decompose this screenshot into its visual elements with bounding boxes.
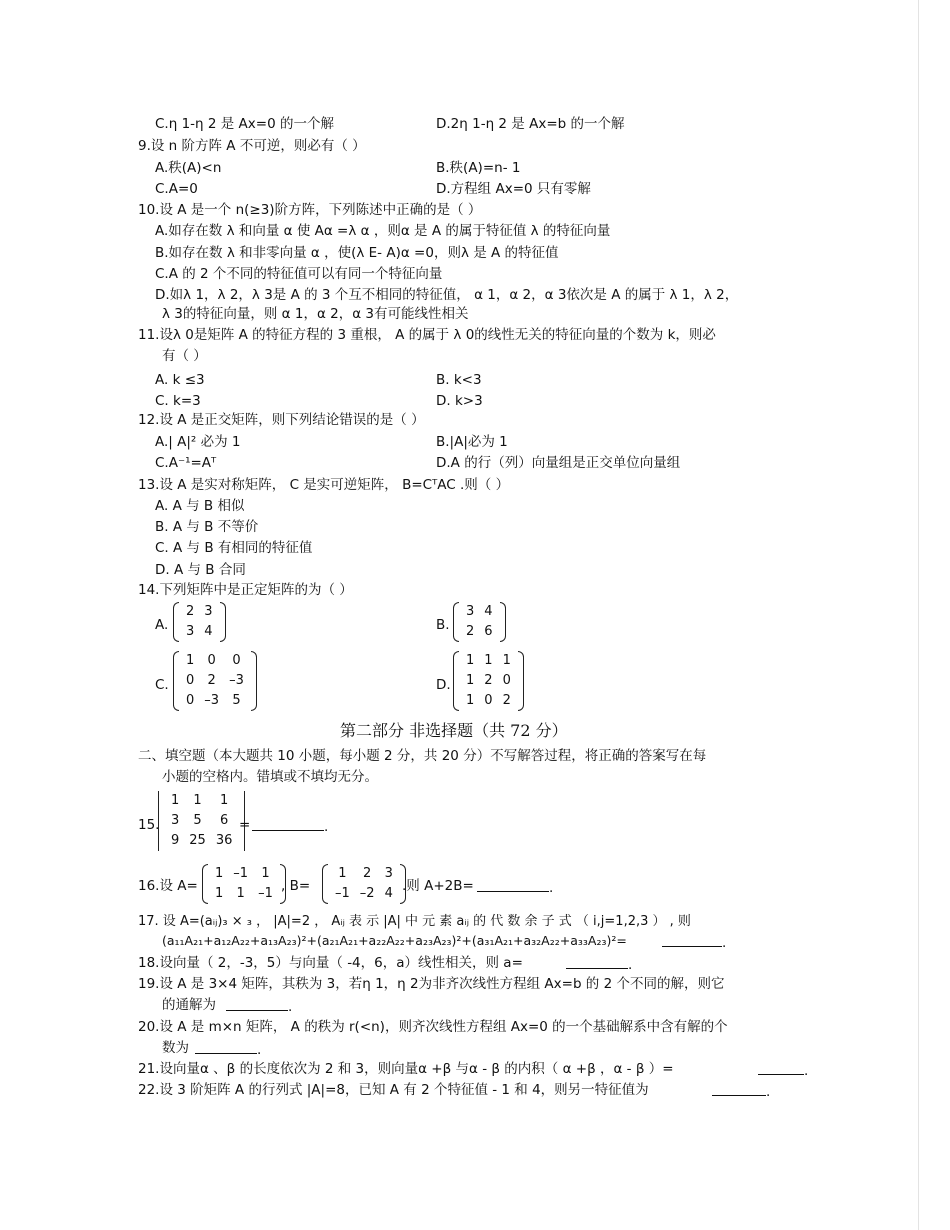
matrix-grid	[166, 791, 237, 851]
matrix-entry: 1	[171, 793, 180, 808]
q14-label-b: B.	[436, 617, 450, 633]
matrix-entry: 25	[189, 833, 206, 848]
q19-line1: 19.设 A 是 3×4 矩阵，其秩为 3，若η 1，η 2为非齐次线性方程组 Ax=b 的 2 个不同的解，则它	[138, 976, 725, 992]
matrix-entry: 1	[502, 653, 511, 668]
matrix-row	[461, 691, 516, 711]
matrix-entry: 0	[232, 653, 241, 668]
q9-option-a: A.秩(A)<n	[155, 160, 222, 176]
q13-stem: 13.设 A 是实对称矩阵， C 是实可逆矩阵， B=CᵀAC .则（ ）	[138, 477, 510, 493]
q17-line2: (a₁₁A₂₁+a₁₂A₂₂+a₁₃A₂₃)²+(a₂₁A₂₁+a₂₂A₂₂+a₂₃A₂₃)²+(a₃₁A₂₁+a₃₂A₂₂+a₃₃A₂₃)²=	[162, 933, 627, 948]
matrix-row	[210, 884, 278, 904]
matrix-entry: 1	[236, 886, 245, 901]
matrix-bracket-left	[453, 651, 459, 711]
page-edge-line	[918, 0, 919, 1230]
q20-period: .	[257, 1042, 262, 1058]
matrix-entry: –2	[359, 886, 375, 901]
q13-option-c: C. A 与 B 有相同的特征值	[155, 540, 313, 556]
matrix-entry: 9	[171, 833, 180, 848]
q19-answer-blank[interactable]	[226, 996, 292, 1016]
q9-option-b: B.秩(A)=n- 1	[436, 160, 521, 176]
q21-period: .	[804, 1063, 809, 1079]
q9-stem: 9.设 n 阶方阵 A 不可逆，则必有（ ）	[138, 138, 366, 154]
matrix-row	[461, 602, 498, 622]
matrix-grid	[330, 864, 398, 904]
q15-label: 15.	[138, 817, 160, 833]
matrix-row	[461, 671, 516, 691]
q16-b-label: , B=	[281, 878, 311, 894]
q16-matrix-b	[322, 864, 406, 904]
matrix-bracket-left	[453, 602, 459, 642]
matrix-entry: 3	[204, 604, 213, 619]
matrix-entry: 36	[215, 833, 233, 848]
part2-instructions-line2: 小题的空格内。错填或不填均无分。	[162, 769, 378, 785]
q10-option-c: C.A 的 2 个不同的特征值可以有同一个特征向量	[155, 266, 443, 282]
matrix-entry: 0	[484, 693, 493, 708]
matrix-entry: 1	[466, 693, 475, 708]
matrix-entry: –3	[204, 693, 220, 708]
matrix-entry: 2	[186, 604, 195, 619]
q8-option-d: D.2η 1-η 2 是 Ax=b 的一个解	[436, 116, 625, 132]
q11-option-a: A. k ≤3	[155, 372, 205, 388]
q14-matrix-b	[453, 602, 506, 642]
q11-option-d: D. k>3	[436, 393, 483, 409]
matrix-entry: 2	[502, 693, 511, 708]
matrix-entry: 3	[466, 604, 475, 619]
q21-answer-blank[interactable]	[758, 1060, 808, 1080]
matrix-grid	[210, 864, 278, 904]
q18-text: 18.设向量（ 2，-3，5）与向量（ -4，6，a）线性相关，则 a=	[138, 955, 523, 971]
matrix-row	[181, 671, 249, 691]
matrix-row	[166, 811, 237, 831]
q12-option-a: A.| A|² 必为 1	[155, 434, 241, 450]
q12-option-b: B.|A|必为 1	[436, 434, 508, 450]
matrix-entry: 0	[186, 673, 195, 688]
matrix-row	[181, 651, 249, 671]
q15-determinant	[158, 791, 245, 851]
q22-period: .	[766, 1084, 771, 1100]
q15-answer-blank[interactable]	[252, 816, 328, 836]
matrix-bracket-right	[220, 602, 226, 642]
q20-line2: 数为	[162, 1040, 189, 1056]
matrix-entry: 5	[193, 813, 202, 828]
q14-label-d: D.	[436, 677, 451, 693]
q18-period: .	[628, 957, 633, 973]
q8-option-c: C.η 1-η 2 是 Ax=0 的一个解	[155, 116, 334, 132]
q18-answer-blank[interactable]	[566, 954, 632, 974]
q11-stem-line1: 11.设λ 0是矩阵 A 的特征方程的 3 重根， A 的属于 λ 0的线性无关的特征向量的个数为 k，则必	[138, 327, 716, 343]
matrix-entry: 1	[338, 866, 347, 881]
q10-option-b: B.如存在数 λ 和非零向量 α ，使(λ E- A)α =0，则λ 是 A 的特征值	[155, 245, 559, 261]
matrix-grid	[461, 651, 516, 711]
q22-text: 22.设 3 阶矩阵 A 的行列式 |A|=8，已知 A 有 2 个特征值 - 1 和 4，则另一特征值为	[138, 1082, 649, 1098]
matrix-row	[210, 864, 278, 884]
matrix-entry: 1	[215, 886, 224, 901]
matrix-entry: 2	[466, 624, 475, 639]
q20-line1: 20.设 A 是 m×n 矩阵， A 的秩为 r(<n)，则齐次线性方程组 Ax=0 的一个基础解系中含有解的个	[138, 1019, 728, 1035]
matrix-bracket-right	[500, 602, 506, 642]
matrix-grid	[181, 651, 249, 711]
q13-option-a: A. A 与 B 相似	[155, 498, 245, 514]
matrix-grid	[461, 602, 498, 642]
matrix-entry: 3	[384, 866, 393, 881]
matrix-row	[181, 691, 249, 711]
matrix-entry: 1	[466, 653, 475, 668]
q12-option-c: C.A⁻¹=Aᵀ	[155, 455, 217, 471]
matrix-entry: 2	[363, 866, 372, 881]
q20-answer-blank[interactable]	[195, 1039, 261, 1059]
matrix-bracket-left	[202, 864, 208, 904]
q14-matrix-a	[173, 602, 226, 642]
q14-label-a: A.	[155, 617, 169, 633]
matrix-entry: 2	[484, 673, 493, 688]
q14-matrix-d	[453, 651, 524, 711]
q12-option-d: D.A 的行（列）向量组是正交单位向量组	[436, 455, 681, 471]
q10-option-d-line2: λ 3的特征向量，则 α 1，α 2，α 3有可能线性相关	[162, 306, 469, 322]
q13-option-d: D. A 与 B 合同	[155, 562, 246, 578]
matrix-row	[461, 622, 498, 642]
q12-stem: 12.设 A 是正交矩阵，则下列结论错误的是（ ）	[138, 412, 425, 428]
matrix-entry: 6	[484, 624, 493, 639]
matrix-entry: –3	[229, 673, 244, 688]
matrix-row	[166, 791, 237, 811]
q14-stem: 14.下列矩阵中是正定矩阵的为（ ）	[138, 582, 353, 598]
q19-line2: 的通解为	[162, 997, 216, 1013]
matrix-entry: –1	[258, 886, 273, 901]
q21-text: 21.设向量α 、β 的长度依次为 2 和 3，则向量α +β 与α - β 的内积（ α +β ，α - β ）=	[138, 1061, 674, 1077]
q17-period: .	[722, 935, 727, 951]
q16-tail: .则 A+2B=	[402, 878, 474, 894]
matrix-entry: –1	[233, 866, 249, 881]
q22-answer-blank[interactable]	[712, 1081, 770, 1101]
part2-title: 第二部分 非选择题（共 72 分）	[340, 721, 568, 740]
matrix-entry: 2	[207, 673, 216, 688]
q16-matrix-a	[202, 864, 286, 904]
q13-option-b: B. A 与 B 不等价	[155, 519, 259, 535]
matrix-entry: 0	[502, 673, 511, 688]
matrix-entry: 4	[484, 604, 493, 619]
matrix-entry: 4	[384, 886, 393, 901]
matrix-entry: 1	[215, 866, 224, 881]
matrix-entry: –1	[335, 886, 350, 901]
matrix-entry: 5	[232, 693, 241, 708]
matrix-bracket-left	[322, 864, 328, 904]
matrix-entry: 0	[186, 693, 195, 708]
q16-answer-blank[interactable]	[477, 877, 553, 897]
q17-line1: 17. 设 A=(aᵢⱼ)₃ × ₃ ， |A|=2 ， Aᵢⱼ 表 示 |A| 中 元 素 aᵢⱼ 的 代 数 余 子 式 （ i,j=1,2,3 ） , 则	[138, 914, 691, 929]
q10-option-d-line1: D.如λ 1，λ 2，λ 3是 A 的 3 个互不相同的特征值， α 1，α 2，α 3依次是 A 的属于 λ 1，λ 2，	[155, 287, 739, 303]
q14-label-c: C.	[155, 677, 169, 693]
matrix-entry: 1	[193, 793, 202, 808]
q11-option-b: B. k<3	[436, 372, 482, 388]
matrix-entry: 3	[186, 624, 195, 639]
q19-period: .	[288, 999, 293, 1015]
q9-option-c: C.A=0	[155, 181, 198, 197]
matrix-row	[181, 602, 218, 622]
q15-equals: =	[239, 817, 251, 833]
part2-instructions-line1: 二、填空题（本大题共 10 小题，每小题 2 分，共 20 分）不写解答过程，将正确的答案写在每	[138, 748, 707, 764]
q15-period: .	[324, 819, 329, 835]
matrix-entry: 1	[219, 793, 229, 808]
matrix-row	[166, 831, 237, 851]
q14-matrix-c	[173, 651, 257, 711]
q11-stem-line2: 有（ ）	[162, 348, 207, 364]
q11-option-c: C. k=3	[155, 393, 201, 409]
q16-period: .	[549, 880, 554, 896]
matrix-entry: 1	[466, 673, 475, 688]
q16-label: 16.设 A=	[138, 878, 198, 894]
matrix-row	[330, 864, 398, 884]
matrix-entry: 3	[171, 813, 180, 828]
matrix-bracket-right	[518, 651, 524, 711]
matrix-row	[461, 651, 516, 671]
q17-answer-blank[interactable]	[662, 932, 726, 952]
q10-stem: 10.设 A 是一个 n(≥3)阶方阵，下列陈述中正确的是（ ）	[138, 202, 482, 218]
matrix-bracket-right	[251, 651, 257, 711]
matrix-entry: 0	[207, 653, 216, 668]
matrix-bracket-left	[173, 602, 179, 642]
q9-option-d: D.方程组 Ax=0 只有零解	[436, 181, 591, 197]
matrix-entry: 4	[204, 624, 213, 639]
matrix-grid	[181, 602, 218, 642]
matrix-entry: 1	[261, 866, 270, 881]
determinant-bar-left	[158, 791, 160, 851]
q10-option-a: A.如存在数 λ 和向量 α 使 Aα =λ α ，则α 是 A 的属于特征值 λ 的特征向量	[155, 223, 611, 239]
matrix-entry: 6	[219, 813, 229, 828]
matrix-bracket-left	[173, 651, 179, 711]
matrix-row	[330, 884, 398, 904]
matrix-row	[181, 622, 218, 642]
matrix-entry: 1	[186, 653, 195, 668]
matrix-entry: 1	[484, 653, 493, 668]
